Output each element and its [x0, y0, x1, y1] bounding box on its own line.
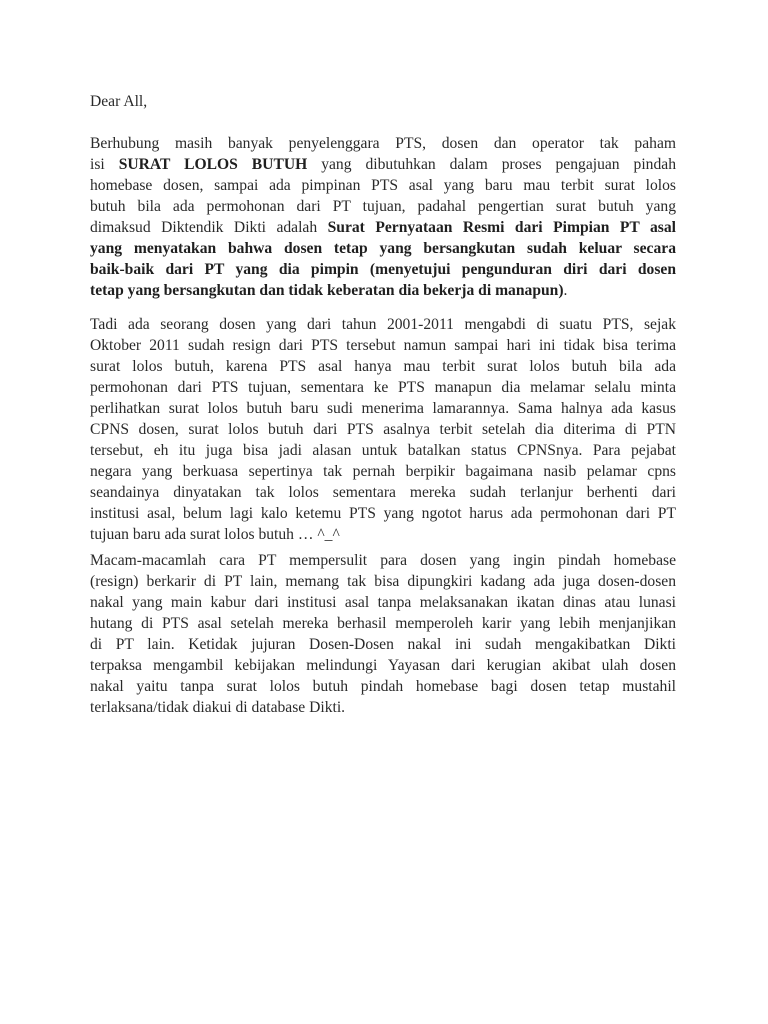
greeting-line [90, 91, 676, 112]
paragraph-3-line: nakal yaitu tanpa surat lolos butuh pindah homebase bagi dosen tetap mustahil [90, 678, 676, 695]
bold-text: tetap yang bersangkutan dan tidak keberatan dia bekerja di manapun) [90, 282, 564, 299]
paragraph-2-line: seandainya dinyatakan tak lolos sementara mereka sudah terlanjur berhenti dari [90, 484, 676, 501]
paragraph-2 [90, 314, 676, 545]
bold-text: baik-baik dari PT yang dia pimpin (menyetujui pengunduran diri dari dosen [90, 261, 676, 278]
body-text: isi [90, 156, 119, 173]
paragraph-1-line [90, 217, 676, 238]
paragraph-1-line [90, 196, 676, 217]
paragraph-3-line: nakal yang main kabur dari institusi asal tanpa melaksanakan ikatan dinas atau lunasi [90, 594, 676, 611]
body-text: yang dibutuhkan dalam proses pengajuan pindah [307, 156, 676, 173]
paragraph-2-line: institusi asal, belum lagi kalo ketemu PTS yang ngotot harus ada permohonan dari PT [90, 505, 676, 522]
greeting-text: Dear All, [90, 93, 148, 110]
paragraph-2-line: permohonan dari PTS tujuan, sementara ke PTS manapun dia melamar selalu minta [90, 379, 676, 396]
paragraph-3-line: terpaksa mengambil kebijakan melindungi Yayasan dari kerugian akibat ulah dosen [90, 657, 676, 674]
paragraph-3-line: hutang di PTS asal setelah mereka berhasil memperoleh karir yang lebih menjanjikan [90, 615, 676, 632]
paragraph-1-line [90, 133, 676, 154]
paragraph-3-line: terlaksana/tidak diakui di database Dikti. [90, 699, 346, 716]
paragraph-2-line: CPNS dosen, surat lolos butuh dari PTS asalnya terbit setelah dia diterima di PTN [90, 421, 676, 438]
paragraph-1 [90, 133, 676, 301]
paragraph-1-line [90, 154, 676, 175]
paragraph-3-line: (resign) berkarir di PT lain, memang tak bisa dipungkiri kadang ada juga dosen-dosen [90, 573, 676, 590]
body-text: dimaksud Diktendik Dikti adalah [90, 219, 328, 236]
body-text: homebase dosen, sampai ada pimpinan PTS asal yang baru mau terbit surat lolos [90, 177, 676, 194]
paragraph-1-line [90, 259, 676, 280]
paragraph-2-line: Tadi ada seorang dosen yang dari tahun 2001-2011 mengabdi di suatu PTS, sejak [90, 316, 676, 333]
body-text: butuh bila ada permohonan dari PT tujuan, padahal pengertian surat butuh yang [90, 198, 676, 215]
paragraph-2-line: tujuan baru ada surat lolos butuh … ^_^ [90, 526, 340, 543]
paragraph-3-line: di PT lain. Ketidak jujuran Dosen-Dosen nakal ini sudah mengakibatkan Dikti [90, 636, 676, 653]
paragraph-2-line: perlihatkan surat lolos butuh baru sudi menerima lamarannya. Sama halnya ada kasus [90, 400, 676, 417]
paragraph-1-line [90, 175, 676, 196]
paragraph-2-line: Oktober 2011 sudah resign dari PTS tersebut namun sampai hari ini tidak bisa terima [90, 337, 676, 354]
paragraph-1-line [90, 280, 676, 301]
paragraph-2-line: surat lolos butuh, karena PTS asal hanya mau terbit surat lolos butuh bila ada [90, 358, 676, 375]
bold-text: yang menyatakan bahwa dosen tetap yang bersangkutan sudah keluar secara [90, 240, 676, 257]
paragraph-2-line: negara yang berkuasa sepertinya tak pernah berpikir bagaimana nasib pelamar cpns [90, 463, 676, 480]
paragraph-2-line: tersebut, eh itu juga bisa jadi alasan untuk batalkan status CPNSnya. Para pejabat [90, 442, 676, 459]
paragraph-1-line [90, 238, 676, 259]
bold-text: SURAT LOLOS BUTUH [118, 156, 308, 173]
body-text: Berhubung masih banyak penyelenggara PTS, dosen dan operator tak paham [90, 135, 676, 152]
paragraph-3 [90, 550, 676, 718]
paragraph-3-line: Macam-macamlah cara PT mempersulit para dosen yang ingin pindah homebase [90, 552, 676, 569]
body-text: . [563, 282, 568, 299]
bold-text: Surat Pernyataan Resmi dari Pimpian PT asal [327, 219, 676, 236]
